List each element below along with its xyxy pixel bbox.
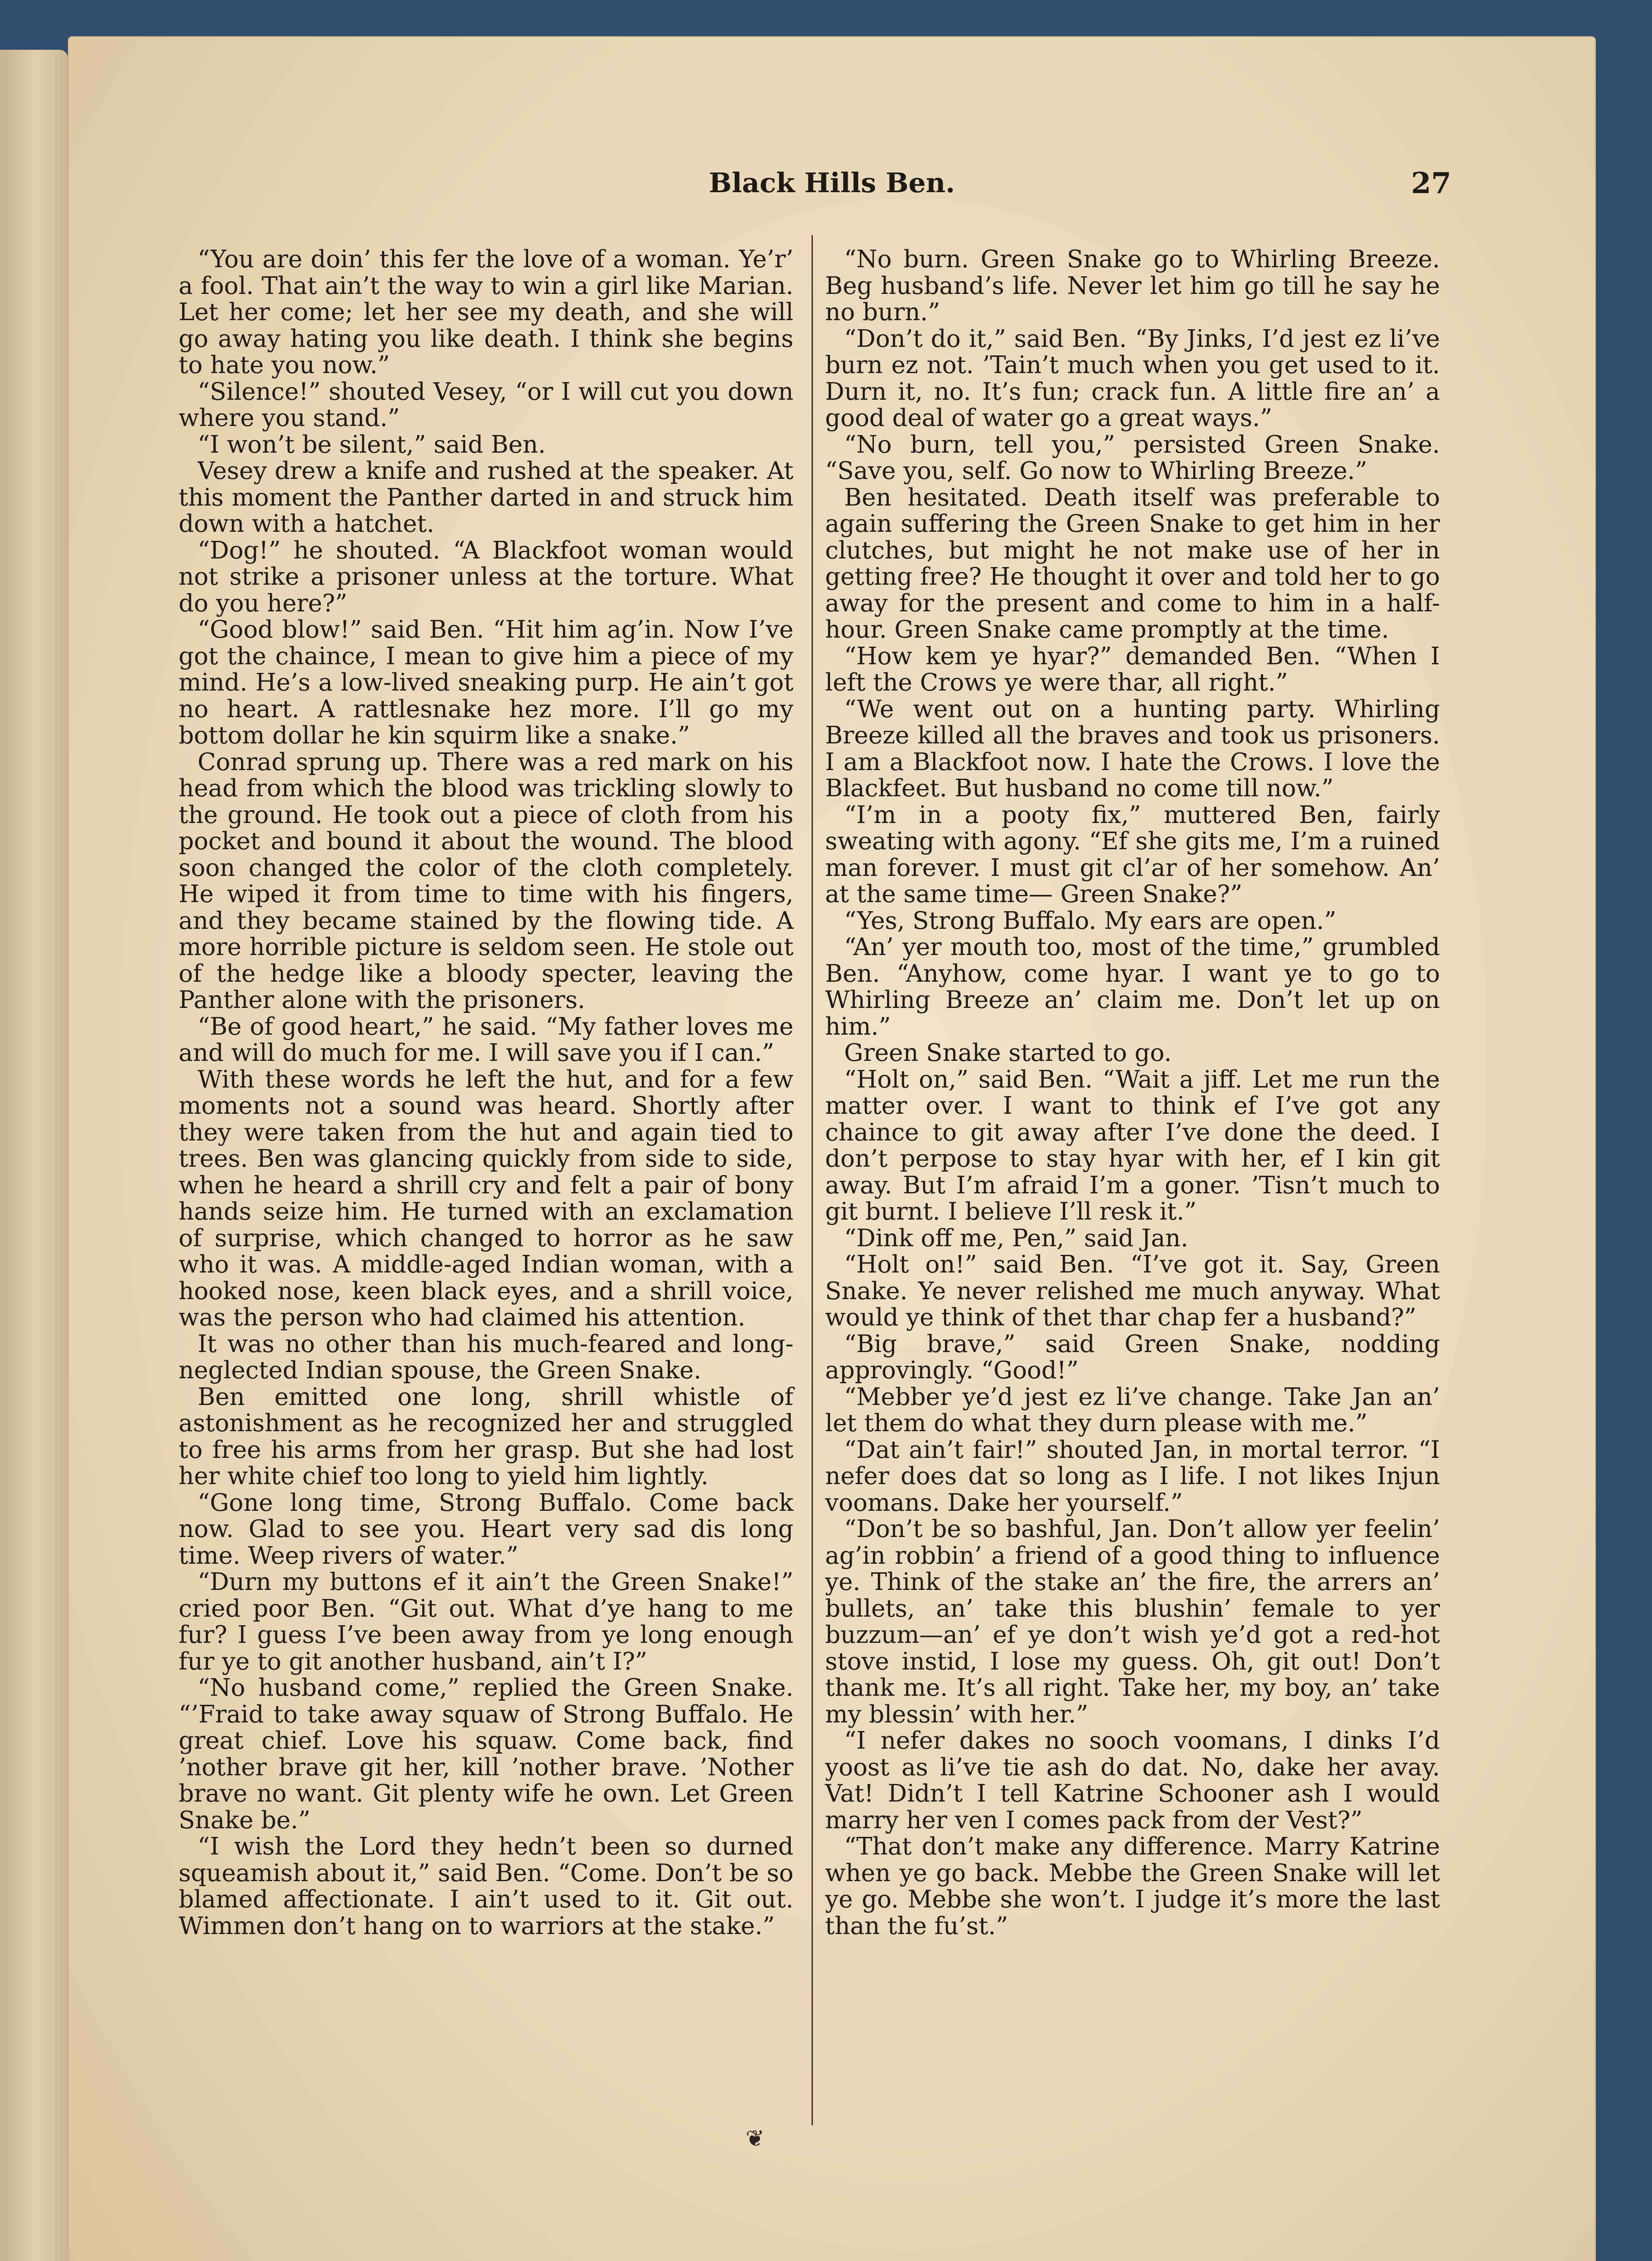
left-column [179, 246, 793, 1939]
paragraph: “An’ yer mouth too, most of the time,” grumbled Ben. “Anyhow, come hyar. I want ye to go to Whirling Breeze an’ claim me. Don’t let up on him.” [825, 933, 1440, 1041]
printer-ornament: ❦ [746, 2125, 765, 2152]
paragraph: “Dat ain’t fair!” shouted Jan, in mortal terror. “I nefer does dat so long as I life. I not likes Injun voomans. Dake her yourself.” [825, 1436, 1440, 1517]
paragraph: “Holt on!” said Ben. “I’ve got it. Say, Green Snake. Ye never relished me much anyway. What would ye think of thet thar chap fer a husband?” [825, 1251, 1440, 1331]
facing-page-edge [0, 50, 68, 2261]
paragraph: “Be of good heart,” he said. “My father loves me and will do much for me. I will save you if I can.” [179, 1012, 793, 1067]
paragraph: “Dog!” he shouted. “A Blackfoot woman would not strike a prisoner unless at the torture. What do you here?” [179, 536, 793, 617]
paragraph: “Silence!” shouted Vesey, “or I will cut you down where you stand.” [179, 378, 793, 432]
paragraph: “That don’t make any difference. Marry Katrine when ye go back. Mebbe the Green Snake will let ye go. Mebbe she won’t. I judge it’s more the last than the fu’st.” [825, 1833, 1440, 1940]
paragraph: “We went out on a hunting party. Whirling Breeze killed all the braves and took us prisoners. I am a Blackfoot now. I hate the Crows. I love the Blackfeet. But husband no come till now.” [825, 695, 1440, 802]
column-divider [812, 235, 813, 2125]
paragraph: “Mebber ye’d jest ez li’ve change. Take Jan an’ let them do what they durn please with me.” [825, 1383, 1440, 1437]
paragraph: “I wish the Lord they hedn’t been so durned squeamish about it,” said Ben. “Come. Don’t be so blamed affectionate. I ain’t used to it. Git out. Wimmen don’t hang on to warriors at the stake.” [179, 1833, 793, 1940]
paragraph: “Don’t do it,” said Ben. “By Jinks, I’d jest ez li’ve burn ez not. ’Tain’t much when you get used to it. Durn it, no. It’s fun; crack fun. A little fire an’ a good deal of water go a great ways.” [825, 325, 1440, 432]
page-header [68, 131, 1596, 199]
running-title: Black Hills Ben. [708, 167, 955, 199]
paragraph: “No burn. Green Snake go to Whirling Breeze. Beg husband’s life. Never let him go till he say he no burn.” [825, 246, 1440, 326]
paragraph: With these words he left the hut, and for a few moments not a sound was heard. Shortly after they were taken from the hut and again tied to trees. Ben was glancing quickly from side to side, when he heard a shrill cry and felt a pair of bony hands seize him. He turned with an exclamation of surprise, which changed to horror as he saw who it was. A middle-aged Indian woman, with a hooked nose, keen black eyes, and a shrill voice, was the person who had claimed his attention. [179, 1065, 793, 1331]
paragraph: Ben hesitated. Death itself was preferable to again suffering the Green Snake to get him in her clutches, but might he not make use of her in getting free? He thought it over and told her to go away for the present and come to him in a half-hour. Green Snake came promptly at the time. [825, 483, 1440, 643]
paragraph: “Holt on,” said Ben. “Wait a jiff. Let me run the matter over. I want to think ef I’ve got any chaince to git away after I’ve done the deed. I don’t perpose to stay hyar with her, ef I kin git away. But I’m afraid I’m a goner. ’Tisn’t much to git burnt. I believe I’ll resk it.” [825, 1065, 1440, 1225]
paragraph: “Yes, Strong Buffalo. My ears are open.” [844, 907, 1336, 935]
paragraph: “No husband come,” replied the Green Snake. “’Fraid to take away squaw of Strong Buffalo. He great chief. Love his squaw. Come back, find ’nother brave git her, kill ’nother brave. ’Nother brave no want. Git plenty wife he own. Let Green Snake be.” [179, 1674, 793, 1834]
paragraph: “Durn my buttons ef it ain’t the Green Snake!” cried poor Ben. “Git out. What d’ye hang to me fur? I guess I’ve been away from ye long enough fur ye to git another husband, ain’t I?” [179, 1568, 793, 1675]
paragraph: “Big brave,” said Green Snake, nodding approvingly. “Good!” [825, 1330, 1440, 1384]
paragraph: “I’m in a pooty fix,” muttered Ben, fairly sweating with agony. “Ef she gits me, I’m a ruined man forever. I must git cl’ar of her somehow. An’ at the same time— Green Snake?” [825, 801, 1440, 908]
paragraph: “You are doin’ this fer the love of a woman. Ye’r’ a fool. That ain’t the way to win a girl like Marian. Let her come; let her see my death, and she will go away hating you like death. I think she begins to hate you now.” [179, 246, 793, 379]
paragraph: “I won’t be silent,” said Ben. [198, 430, 546, 459]
paragraph: “I nefer dakes no sooch voomans, I dinks I’d yoost as li’ve tie ash do dat. No, dake her avay. Vat! Didn’t I tell Katrine Schooner ash I would marry her ven I comes pack from der Vest?” [825, 1727, 1440, 1834]
paragraph: Conrad sprung up. There was a red mark on his head from which the blood was trickling slowly to the ground. He took out a piece of cloth from his pocket and bound it about the wound. The blood soon changed the color of the cloth completely. He wiped it from time to time with his fingers, and they became stained by the flowing tide. A more horrible picture is seldom seen. He stole out of the hedge like a bloody specter, leaving the Panther alone with the prisoners. [179, 748, 793, 1014]
paragraph: Green Snake started to go. [844, 1039, 1172, 1067]
paragraph: “Good blow!” said Ben. “Hit him ag’in. Now I’ve got the chaince, I mean to give him a piece of my mind. He’s a low-lived sneaking purp. He ain’t got no heart. A rattlesnake hez more. I’ll go my bottom dollar he kin squirm like a snake.” [179, 616, 793, 749]
paragraph: “No burn, tell you,” persisted Green Snake. “Save you, self. Go now to Whirling Breeze.” [825, 430, 1440, 485]
right-column [825, 246, 1440, 1939]
paragraph: “Gone long time, Strong Buffalo. Come back now. Glad to see you. Heart very sad dis long time. Weep rivers of water.” [179, 1489, 793, 1570]
paragraph: “Don’t be so bashful, Jan. Don’t allow yer feelin’ ag’in robbin’ a friend of a good thing to influence ye. Think of the stake an’ the fire, the arrers an’ bullets, an’ take this blushin’ female to yer buzzum—an’ ef ye don’t wish ye’d got a red-hot stove instid, I lose my guess. Oh, git out! Don’t thank me. It’s all right. Take her, my boy, an’ take my blessin’ with her.” [825, 1515, 1440, 1728]
paragraph: “Dink off me, Pen,” said Jan. [844, 1224, 1189, 1252]
paragraph: Vesey drew a knife and rushed at the speaker. At this moment the Panther darted in and struck him down with a hatchet. [179, 457, 793, 538]
paragraph: “How kem ye hyar?” demanded Ben. “When I left the Crows ye were thar, all right.” [825, 642, 1440, 696]
paragraph: It was no other than his much-feared and long-neglected Indian spouse, the Green Snake. [179, 1330, 793, 1384]
paragraph: Ben emitted one long, shrill whistle of astonishment as he recognized her and struggled to free his arms from her grasp. But she had lost her white chief too long to yield him lightly. [179, 1383, 793, 1490]
page-number: 27 [1411, 166, 1451, 200]
